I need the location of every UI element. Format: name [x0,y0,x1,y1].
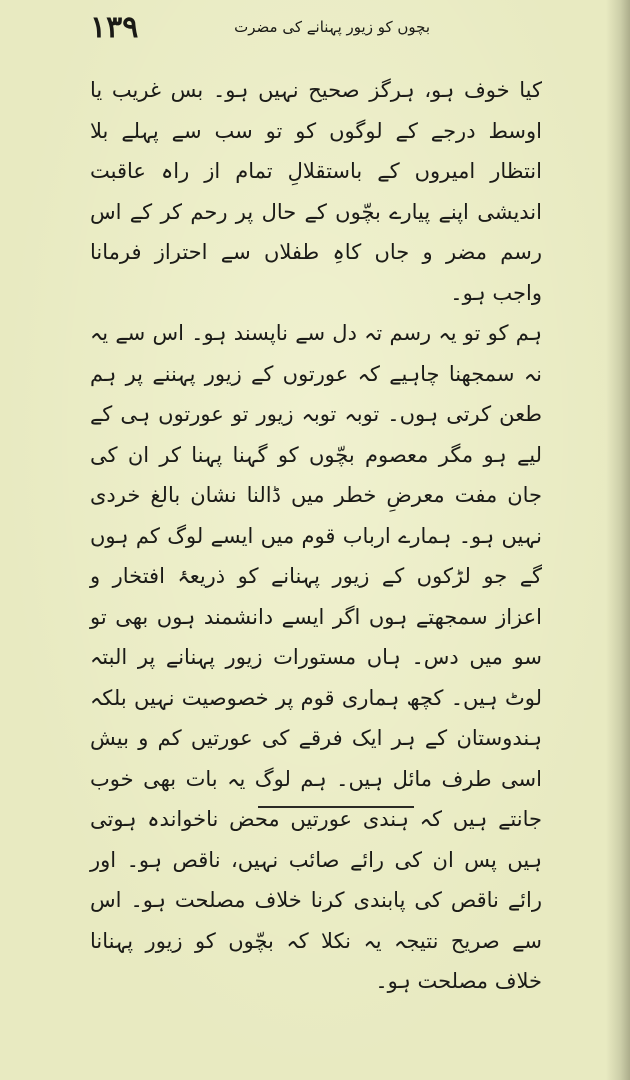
page-edge-shadow [606,0,630,1080]
page-number: ۱۳۹ [90,10,139,45]
running-title: بچوں کو زیور پہنانے کی مضرت [234,18,430,36]
body-text [90,70,542,1002]
page-header [0,8,630,48]
paragraph-2: ہم کو تو یہ رسم تہ دل سے ناپسند ہو۔ اس سے یہ نہ سمجھنا چاہیے کہ عورتوں کے زیور پہننے پر ہم طعن کرتی ہوں۔ توبہ توبہ زیور تو عورتوں ہی کے لیے ہو مگر معصوم بچّوں کو گہنا پہنا کر ان کی جان مفت معرضِ خطر میں ڈالنا نشان بالغ خردی نہیں ہو۔ ہمارے ارباب قوم میں ایسے لوگ کم ہوں گے جو لڑکوں کے زیور پہنانے کو ذریعۂ افتخار و اعزاز سمجھتے ہوں اگر ایسے دانشمند ہوں بھی تو سو میں دس۔ ہاں مستورات زیور پہنانے پر البتہ لوٹ ہیں۔ کچھ ہماری قوم پر خصوصیت نہیں بلکہ ہندوستان کے ہر ایک فرقے کی عورتیں کم و بیش اسی طرف مائل ہیں۔ ہم لوگ یہ بات بھی خوب جانتے ہیں کہ ہندی عورتیں محض ناخواندہ ہوتی ہیں پس ان کی رائے صائب نہیں، ناقص ہو۔ اور رائے ناقص کی پابندی کرنا خلاف مصلحت ہو۔ اس سے صریح نتیجہ یہ نکلا کہ بچّوں کو زیور پہنانا خلاف مصلحت ہو۔ [90,321,542,993]
section-divider [258,806,414,808]
paragraph-1: کیا خوف ہو، ہرگز صحیح نہیں ہو۔ بس غریب یا اوسط درجے کے لوگوں کو تو سب سے پہلے بلا انتظار امیروں کے باستقلالِ تمام از راہ عاقبت اندیشی اپنے پیارے بچّوں کے حال پر رحم کر کے اس رسم مضر و جاں کاہِ طفلاں سے احتراز فرمانا واجب ہو۔ [90,78,542,305]
